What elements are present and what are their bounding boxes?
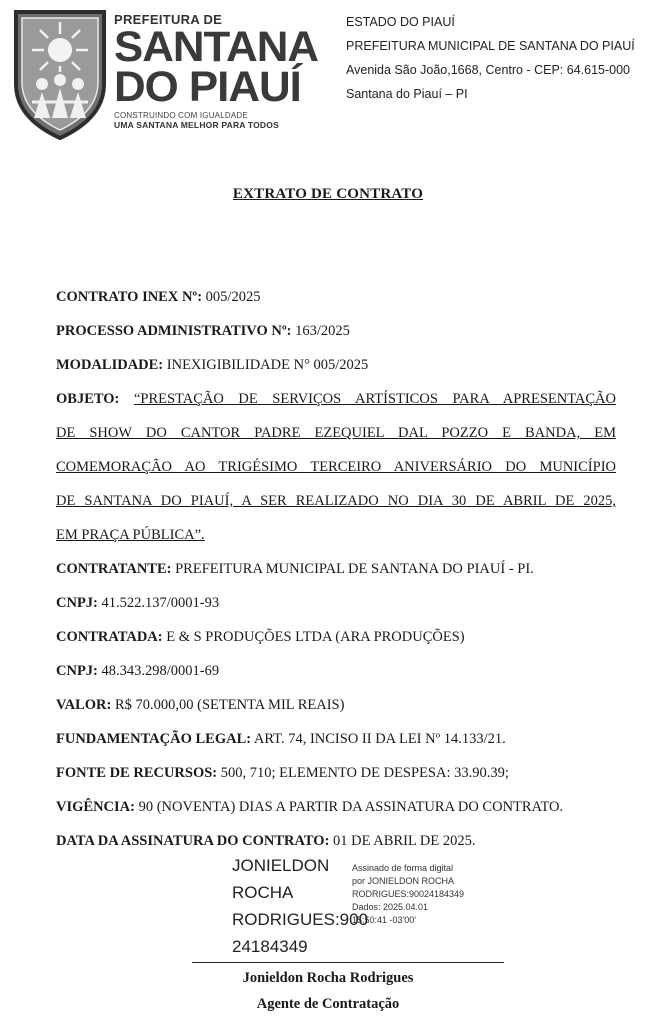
field-fonte-recursos (56, 761, 616, 795)
field-value: 41.522.137/0001-93 (101, 595, 220, 611)
field-label: CONTRATADA: (56, 629, 163, 645)
field-value: 90 (NOVENTA) DIAS A PARTIR DA ASSINATURA DO CONTRATO. (138, 799, 564, 815)
logo-santana-text: SANTANA (114, 23, 319, 71)
field-value: R$ 70.000,00 (SETENTA MIL REAIS) (114, 697, 345, 713)
logo-tagline-1: CONSTRUINDO COM IGUALDADE (114, 111, 248, 120)
digital-signature-details (352, 862, 464, 927)
field-value: 01 DE ABRIL DE 2025. (333, 833, 476, 849)
field-label: FUNDAMENTAÇÃO LEGAL: (56, 731, 252, 747)
field-label: CNPJ: (56, 595, 98, 611)
logo-piaui-text: DO PIAUÍ (114, 63, 301, 111)
signature-name-line: RODRIGUES:900 (232, 910, 369, 929)
signature-detail-line: RODRIGUES:90024184349 (352, 889, 465, 899)
field-label: FONTE DE RECURSOS: (56, 765, 218, 781)
field-label: VIGÊNCIA: (56, 799, 135, 815)
shield-emblem-icon (12, 6, 108, 142)
field-label: PROCESSO ADMINISTRATIVO Nº: (56, 323, 292, 339)
signature-detail-line: Dados: 2025.04.01 (352, 902, 429, 912)
field-label: MODALIDADE: (56, 357, 164, 373)
field-label: CONTRATO INEX Nº: (56, 289, 203, 305)
field-objeto-line-1 (56, 387, 616, 421)
field-value: 48.343.298/0001-69 (101, 663, 220, 679)
field-cnpj-contratada (56, 659, 616, 693)
address-prefeitura: PREFEITURA MUNICIPAL DE SANTANA DO PIAUÍ (346, 39, 635, 53)
field-label: VALOR: (56, 697, 112, 713)
field-valor (56, 693, 616, 727)
field-value: 500, 710; ELEMENTO DE DESPESA: 33.90.39; (220, 765, 509, 781)
field-vigencia (56, 795, 616, 829)
signature-name-line: 24184349 (232, 937, 308, 956)
logo-tagline-2: UMA SANTANA MELHOR PARA TODOS (114, 120, 279, 130)
objeto-text: “PRESTAÇÃO DE SERVIÇOS ARTÍSTICOS PARA APRESENTAÇÃO (133, 391, 616, 407)
field-processo (56, 319, 616, 353)
field-contrato (56, 285, 616, 319)
address-city: Santana do Piauí – PI (346, 87, 468, 101)
signature-name-line: JONIELDON (232, 856, 330, 875)
signature-detail-line: Assinado de forma digital (352, 863, 454, 873)
field-value: 005/2025 (205, 289, 261, 305)
institution-address (346, 10, 635, 106)
field-label: CONTRATANTE: (56, 561, 172, 577)
objeto-text-line-5: EM PRAÇA PÚBLICA”. (56, 527, 205, 543)
objeto-text-line-3: COMEMORAÇÃO AO TRIGÉSIMO TERCEIRO ANIVERSÁRIO DO MUNICÍPIO (56, 459, 616, 475)
signature-line (192, 962, 504, 963)
signature-detail-line: 15:50:41 -03'00' (352, 915, 416, 925)
address-street: Avenida São João,1668, Centro - CEP: 64.615-000 (346, 63, 630, 77)
signer-role: Agente de Contratação (256, 996, 400, 1012)
objeto-text-line-2: DE SHOW DO CANTOR PADRE EZEQUIEL DAL POZZO E BANDA, EM (56, 425, 616, 441)
field-cnpj-contratante (56, 591, 616, 625)
signature-detail-line: por JONIELDON ROCHA (352, 876, 455, 886)
field-fundamentacao (56, 727, 616, 761)
logo-prefeitura-text: PREFEITURA DE (114, 12, 223, 27)
objeto-text-line-4: DE SANTANA DO PIAUÍ, A SER REALIZADO NO DIA 30 DE ABRIL DE 2025, (56, 493, 616, 509)
field-label: OBJETO: (56, 391, 120, 407)
field-contratante (56, 557, 616, 591)
signer-name: Jonieldon Rocha Rodrigues (242, 970, 414, 986)
municipality-logo (12, 6, 319, 146)
digital-signature-name (232, 852, 368, 960)
field-value: 163/2025 (295, 323, 350, 339)
contract-extract-body (56, 285, 616, 863)
field-label: CNPJ: (56, 663, 98, 679)
document-title: EXTRATO DE CONTRATO (232, 186, 424, 202)
signature-name-line: ROCHA (232, 883, 294, 902)
field-modalidade (56, 353, 616, 387)
field-value: ART. 74, INCISO II DA LEI Nº 14.133/21. (253, 731, 506, 747)
field-contratada (56, 625, 616, 659)
field-value: INEXIGIBILIDADE N° 005/2025 (166, 357, 369, 373)
field-value: E & S PRODUÇÕES LTDA (ARA PRODUÇÕES) (166, 629, 465, 645)
field-value: PREFEITURA MUNICIPAL DE SANTANA DO PIAUÍ - PI. (175, 561, 534, 577)
address-state: ESTADO DO PIAUÍ (346, 15, 455, 29)
logo-wordmark (114, 6, 319, 130)
field-label: DATA DA ASSINATURA DO CONTRATO: (56, 833, 330, 849)
